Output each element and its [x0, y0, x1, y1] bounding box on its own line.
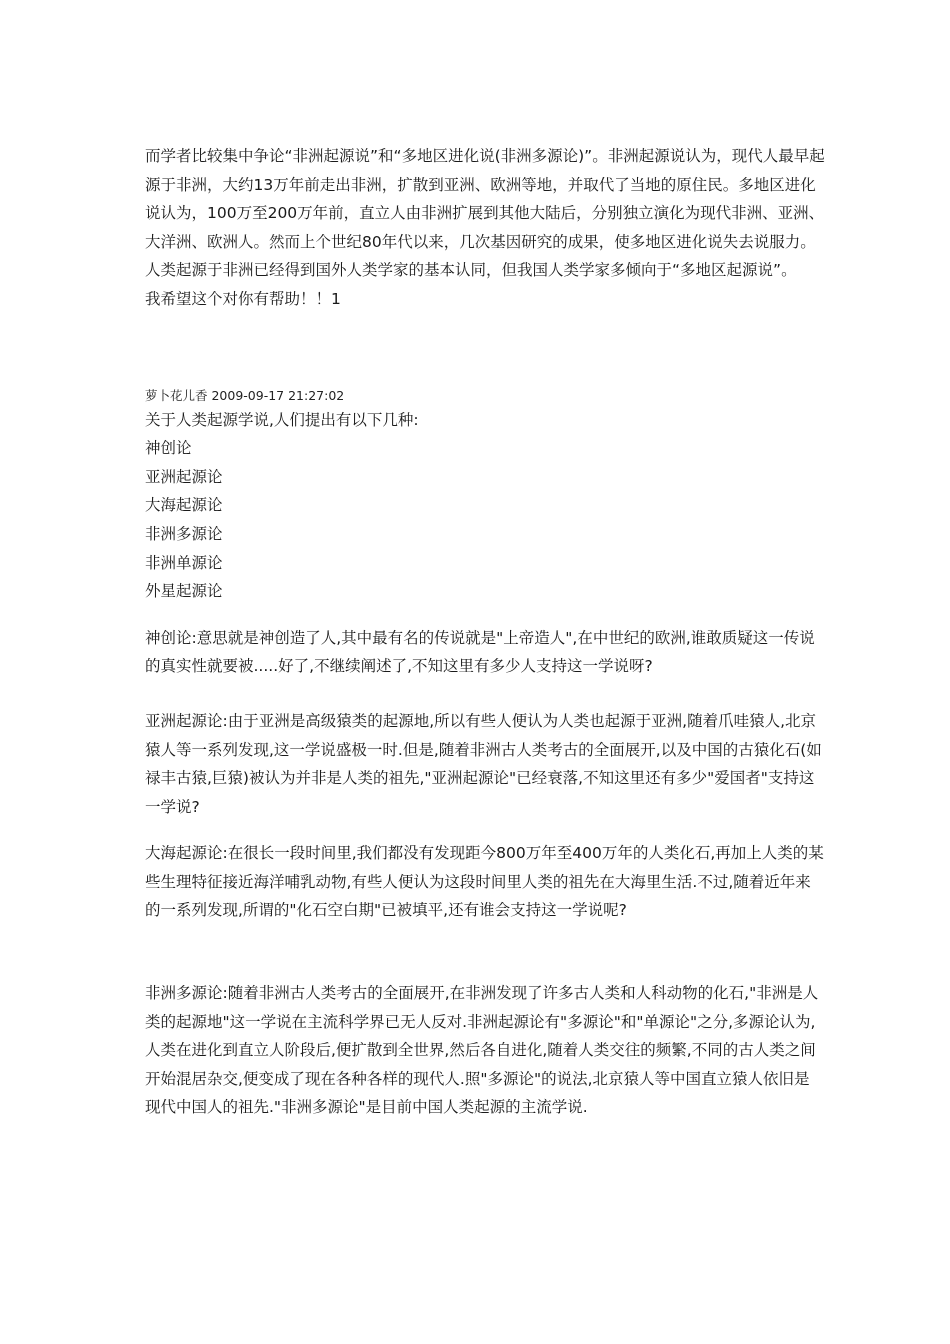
spacer	[145, 681, 825, 707]
theory-item: 非洲单源论	[145, 553, 223, 572]
asia-paragraph: 亚洲起源论:由于亚洲是高级猿类的起源地,所以有些人便认为人类也起源于亚洲,随着爪哇猿人,北京猿人等一系列发现,这一学说盛极一时.但是,随着非洲古人类考古的全面展开,以及中国的古猿化石(如禄丰古猿,巨猿)被认为并非是人类的祖先,"亚洲起源论"已经衰落,不知这里还有多少"爱国者"支持这一学说?	[145, 711, 822, 816]
spacer	[145, 821, 825, 839]
intro-paragraph: 而学者比较集中争论“非洲起源说”和“多地区进化说(非洲多源论)”。非洲起源说认为，现代人最早起源于非洲，大约13万年前走出非洲，扩散到亚洲、欧洲等地，并取代了当地的原住民。多地区进化说认为，100万至200万年前，直立人由非洲扩展到其他大陆后，分别独立演化为现代非洲、亚洲、大洋洲、欧洲人。然而上个世纪80年代以来，几次基因研究的成果，使多地区进化说失去说服力。人类起源于非洲已经得到国外人类学家的基本认同，但我国人类学家多倾向于“多地区起源说”。	[145, 147, 825, 280]
ocean-paragraph: 大海起源论:在很长一段时间里,我们都没有发现距今800万年至400万年的人类化石,再加上人类的某些生理特征接近海洋哺乳动物,有些人便认为这段时间里人类的祖先在大海里生活.不过,随着近年来的一系列发现,所谓的"化石空白期"已被填平,还有谁会支持这一学说呢?	[145, 844, 824, 920]
theory-item: 外星起源论	[145, 582, 223, 601]
creation-paragraph: 神创论:意思就是神创造了人,其中最有名的传说就是"上帝造人",在中世纪的欧洲,谁敢质疑这一传说的真实性就要被.....好了,不继续阐述了,不知这里有多少人支持这一学说呀?	[145, 628, 815, 676]
theory-item: 大海起源论	[145, 496, 223, 515]
theory-item: 非洲多源论	[145, 524, 223, 543]
theory-item: 神创论	[145, 439, 192, 458]
document-page	[145, 142, 825, 1122]
spacer	[145, 314, 825, 386]
spacer	[145, 606, 825, 624]
post-meta: 萝卜花儿香 2009-09-17 21:27:02	[145, 387, 345, 403]
post-heading: 关于人类起源学说,人们提出有以下几种:	[145, 410, 419, 429]
closing-line: 我希望这个对你有帮助！！1	[145, 289, 341, 308]
theory-item: 亚洲起源论	[145, 467, 223, 486]
spacer	[145, 925, 825, 979]
africa-multi-paragraph: 非洲多源论:随着非洲古人类考古的全面展开,在非洲发现了许多古人类和人科动物的化石,"非洲是人类的起源地"这一学说在主流科学界已无人反对.非洲起源论有"多源论"和"单源论"之分,多源论认为,人类在进化到直立人阶段后,便扩散到全世界,然后各自进化,随着人类交往的频繁,不同的古人类之间开始混居杂交,便变成了现在各种各样的现代人.照"多源论"的说法,北京猿人等中国直立猿人依旧是现代中国人的祖先."非洲多源论"是目前中国人类起源的主流学说.	[145, 984, 819, 1117]
